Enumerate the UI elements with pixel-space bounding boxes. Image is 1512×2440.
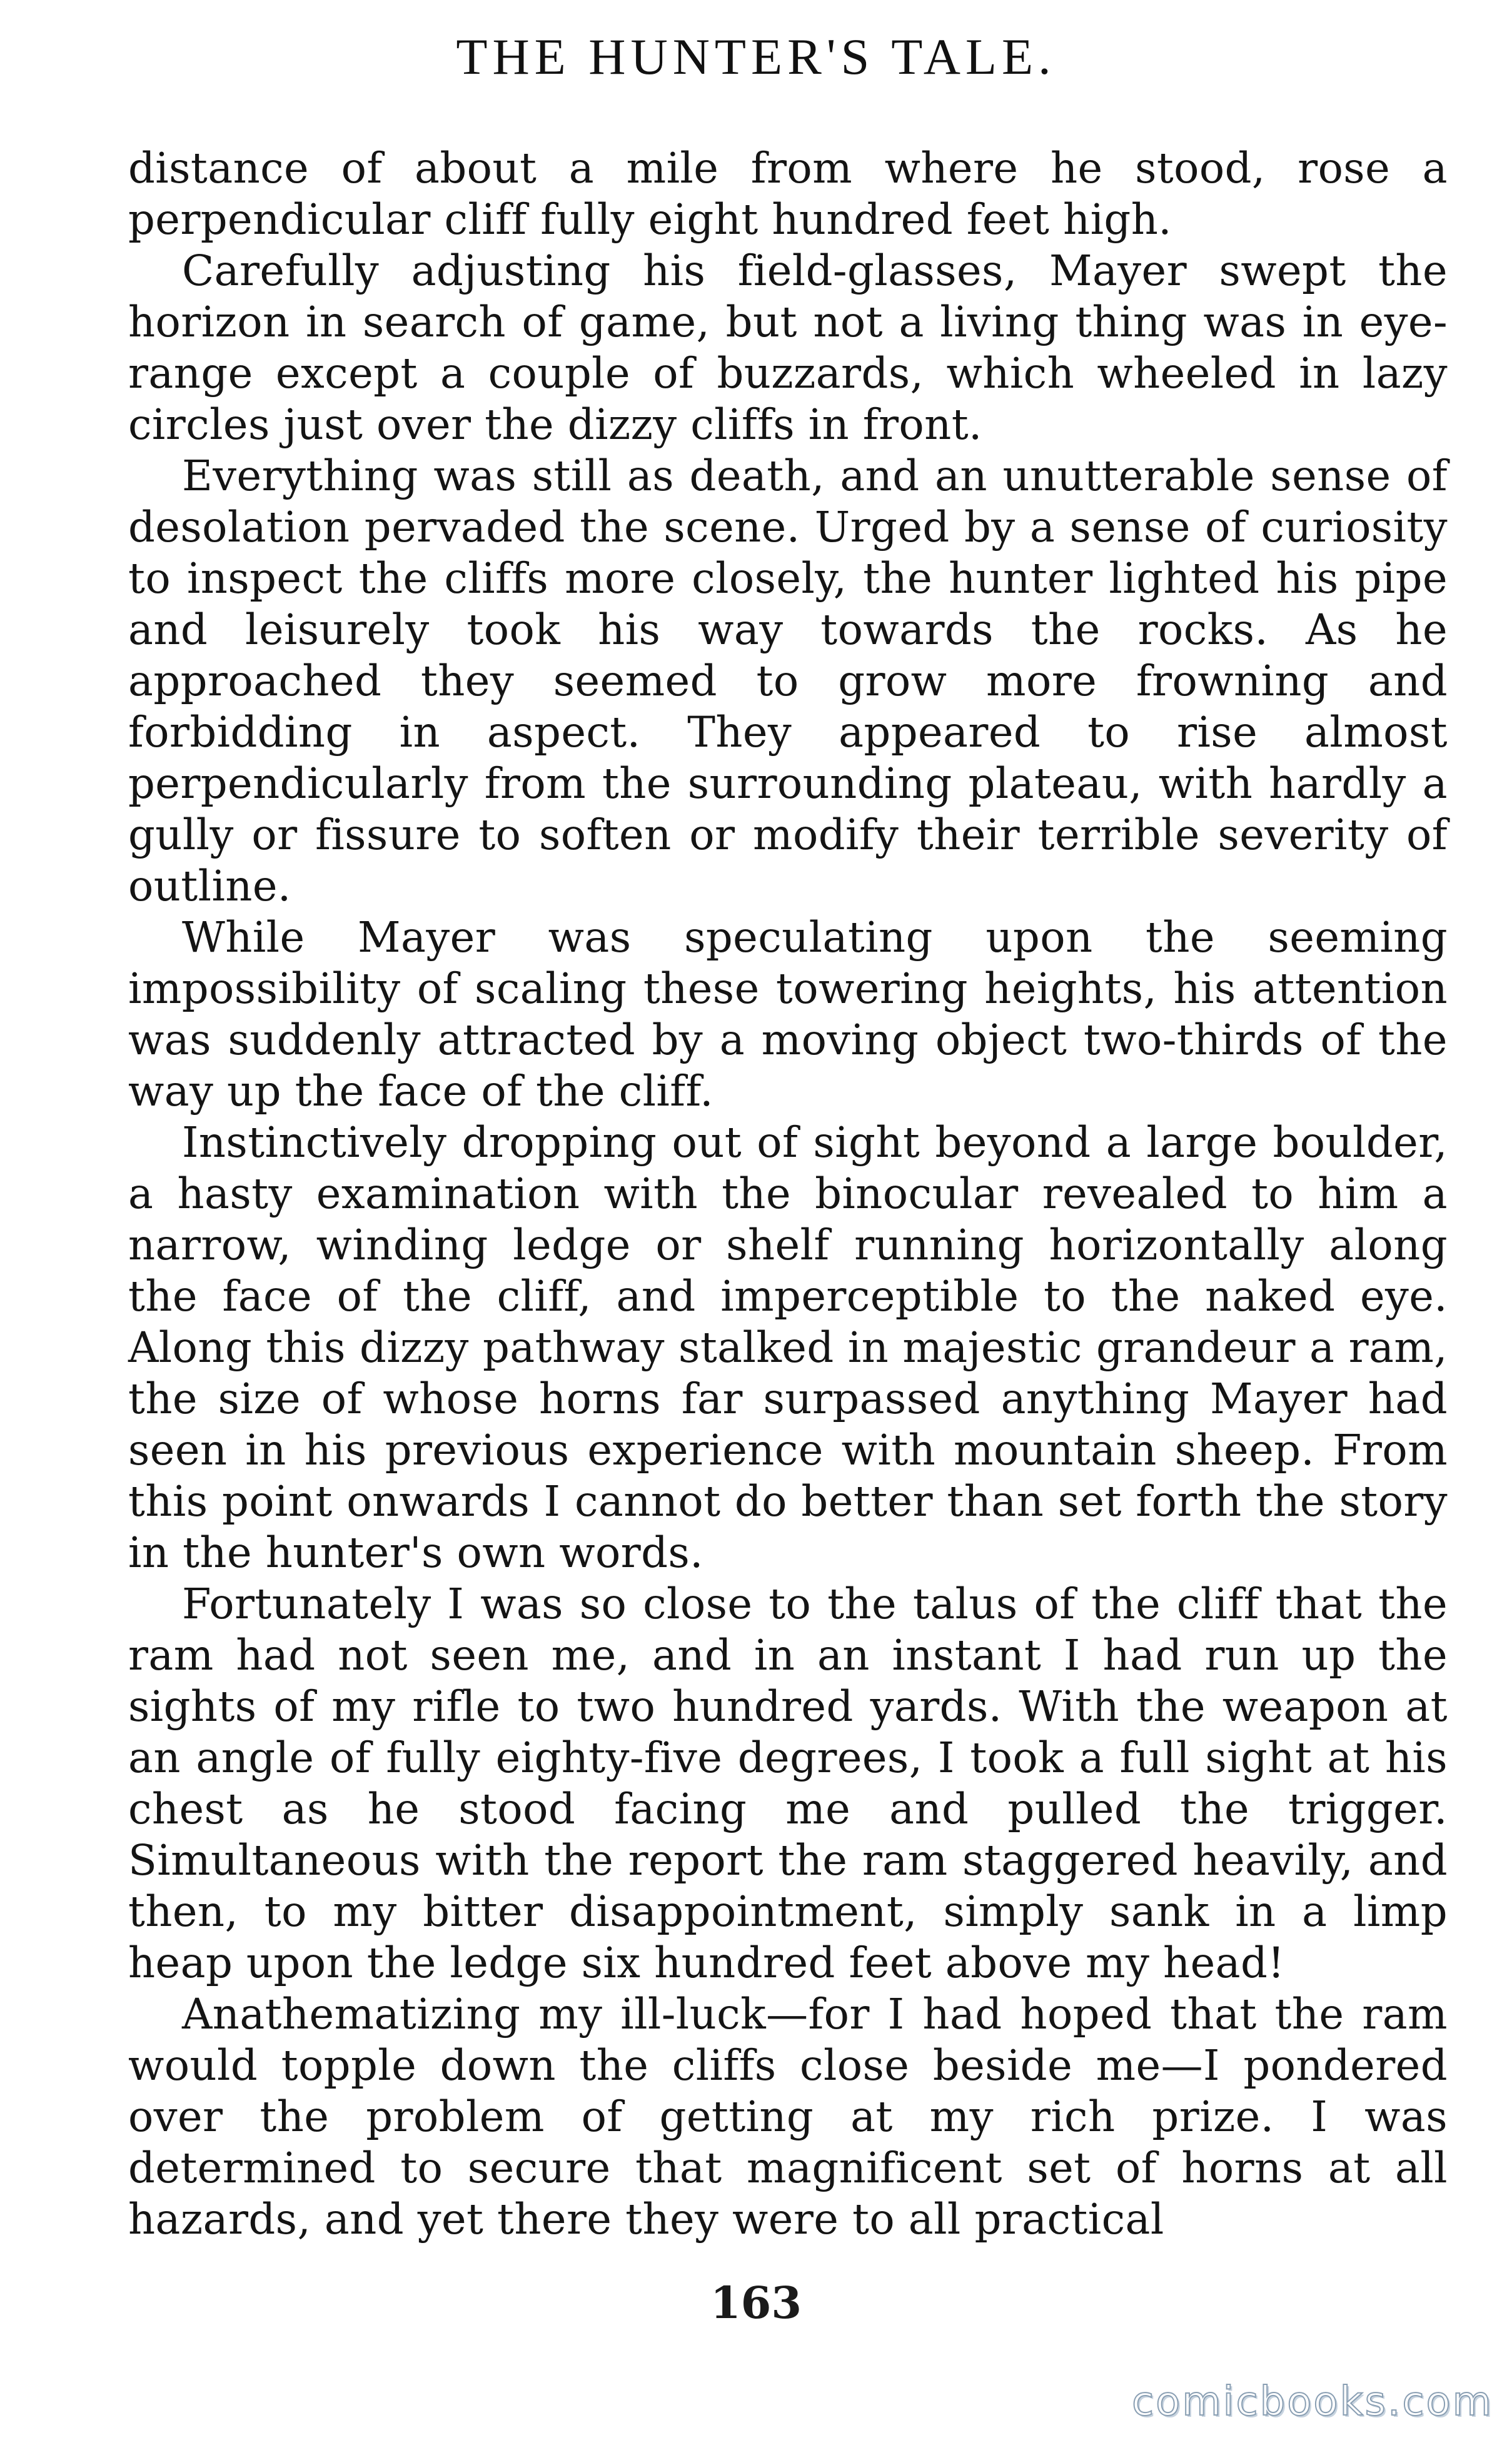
paragraph-3: Everything was still as death, and an unutterable sense of desolation pervaded the scene. Urged by a sense of curiosity to inspect the cliffs more closely, the hunter lighted his pipe and leisurely took his way towards the rocks. As he approached they seemed to grow more frowning and forbidding in aspect. They appeared to rise almost perpendicularly from the surrounding plateau, with hardly a gully or fissure to soften or modify their terrible severity of outline. bbox=[128, 451, 1448, 910]
watermark: comicbooks.com bbox=[1131, 2379, 1493, 2425]
paragraph-6: Fortunately I was so close to the talus of the cliff that the ram had not seen me, and in an instant I had run up the sights of my rifle to two hundred yards. With the weapon at an angle of fully eighty-five degrees, I took a full sight at his chest as he stood facing me and pulled the trigger. Simultaneous with the report the ram staggered heavily, and then, to my bitter disappointment, simply sank in a limp heap upon the ledge six hundred feet above my head! bbox=[128, 1580, 1448, 1987]
paragraph-5: Instinctively dropping out of sight beyond a large boulder, a hasty examination with the binocular revealed to him a narrow, winding ledge or shelf running horizontally along the face of the cliff, and imperceptible to the naked eye. Along this dizzy pathway stalked in majestic grandeur a ram, the size of whose horns far surpassed anything Mayer had seen in his previous experience with mountain sheep. From this point onwards I cannot do better than set forth the story in the hunter's own words. bbox=[128, 1118, 1448, 1577]
paragraph-7: Anathematizing my ill-luck—for I had hoped that the ram would topple down the cliffs close beside me—I pondered over the problem of getting at my rich prize. I was determined to secure that magnificent set of horns at all hazards, and yet there they were to all practical bbox=[128, 1990, 1448, 2244]
paragraph-4: While Mayer was speculating upon the seeming impossibility of scaling these towering heights, his attention was suddenly attracted by a moving object two-thirds of the way up the face of the cliff. bbox=[128, 913, 1448, 1116]
paragraph-1: distance of about a mile from where he stood, rose a perpendicular cliff fully eight hundred feet high. bbox=[128, 144, 1448, 244]
paragraph-2: Carefully adjusting his field-glasses, Mayer swept the horizon in search of game, but not a living thing was in eye-range except a couple of buzzards, which wheeled in lazy circles just over the dizzy cliffs in front. bbox=[128, 246, 1448, 449]
running-header: THE HUNTER'S TALE. bbox=[456, 28, 1056, 85]
page-number: 163 bbox=[710, 2277, 802, 2329]
page-body bbox=[128, 143, 1448, 2245]
